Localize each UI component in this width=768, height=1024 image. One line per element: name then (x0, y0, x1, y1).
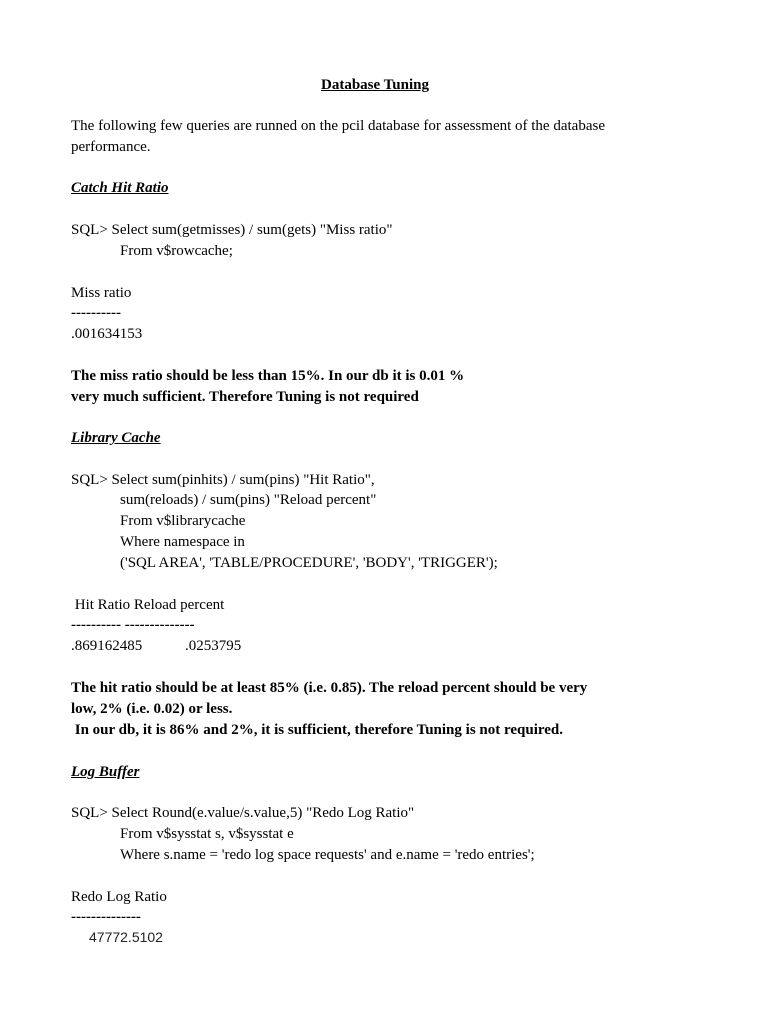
result-header: Miss ratio (71, 285, 132, 301)
result-header: Hit Ratio Reload percent (71, 597, 225, 613)
result-value: 47772.5102 (89, 929, 163, 945)
sql-line: SQL> Select Round(e.value/s.value,5) "Redo Log Ratio" (71, 805, 415, 821)
note-line: The hit ratio should be at least 85% (i.e. 0.85). The reload percent should be very (71, 680, 588, 696)
intro-line-1: The following few queries are runned on the pcil database for assessment of the database (71, 118, 605, 134)
page-title: Database Tuning (321, 77, 429, 93)
result-value-hit-ratio: .869162485 (71, 638, 143, 654)
result-value-reload-percent: .0253795 (185, 638, 242, 654)
result-rule: -------------- (71, 909, 141, 925)
note-line: very much sufficient. Therefore Tuning is not required (71, 389, 419, 405)
sql-line: Where namespace in (120, 534, 245, 550)
note-line: In our db, it is 86% and 2%, it is sufficient, therefore Tuning is not required. (71, 722, 564, 738)
note-line: The miss ratio should be less than 15%. In our db it is 0.01 % (71, 368, 465, 384)
sql-line: ('SQL AREA', 'TABLE/PROCEDURE', 'BODY', 'TRIGGER'); (120, 555, 498, 571)
section-heading-library-cache: Library Cache (71, 430, 161, 446)
section-heading-log-buffer: Log Buffer (71, 764, 140, 780)
note-line: low, 2% (i.e. 0.02) or less. (71, 701, 233, 717)
result-rule: ---------- (71, 305, 121, 321)
sql-line: SQL> Select sum(pinhits) / sum(pins) "Hit Ratio", (71, 472, 375, 488)
result-value: .001634153 (71, 326, 143, 342)
result-header: Redo Log Ratio (71, 889, 167, 905)
sql-line: From v$sysstat s, v$sysstat e (120, 826, 294, 842)
sql-line: SQL> Select sum(getmisses) / sum(gets) "Miss ratio" (71, 222, 393, 238)
intro-line-2: performance. (71, 139, 151, 155)
section-heading-catch-hit-ratio: Catch Hit Ratio (71, 180, 169, 196)
sql-line: Where s.name = 'redo log space requests' and e.name = 'redo entries'; (120, 847, 535, 863)
sql-line: From v$rowcache; (120, 243, 233, 259)
sql-line: From v$librarycache (120, 513, 246, 529)
result-rule: ---------- -------------- (71, 617, 195, 633)
sql-line: sum(reloads) / sum(pins) "Reload percent" (120, 492, 377, 508)
